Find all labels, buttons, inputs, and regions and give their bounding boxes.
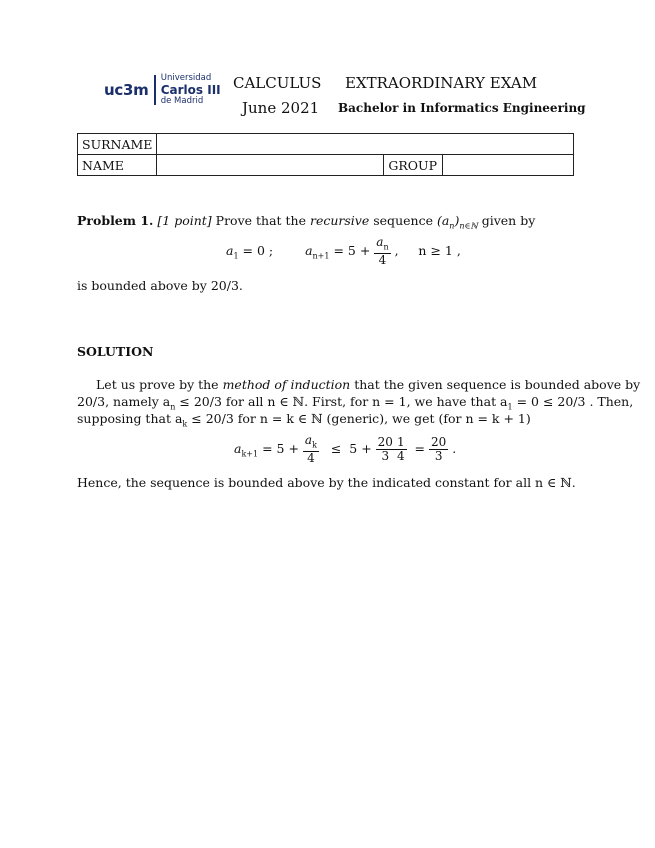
logo-line-2: Carlos III [160,82,221,97]
fraction-result [429,436,448,463]
group-field[interactable] [443,155,574,176]
surname-label: SURNAME [78,134,157,155]
problem-points: [1 point] [157,213,212,228]
eq-frac-num: a [304,433,313,447]
logo-text [161,74,221,105]
degree-name: Bachelor in Informatics Engineering [338,101,586,115]
eq-frac-num-sub: k [312,440,317,450]
eq-a1-rhs: = 0 ; [238,243,274,259]
problem-label: Problem 1. [77,213,154,228]
eq-lhs-sub: k+1 [241,449,259,459]
solution-p2-sub: n [170,402,176,412]
course-title: CALCULUS [233,74,322,92]
eq-mid: = 5 + [258,441,299,457]
eq-end: . [448,441,457,457]
university-logo [104,74,221,105]
eq-f3-num: 20 [431,435,447,450]
induction-equation [234,434,456,470]
solution-p3-sub: k [182,419,188,429]
solution-p1-a: Let us prove by the [96,377,219,392]
fraction-ak-over-4 [303,434,319,465]
eq-condition: , n ≥ 1 , [394,243,461,259]
solution-line-3 [77,410,531,433]
eq-an1: a [305,243,313,259]
frac-num: a [376,235,384,249]
name-field[interactable] [157,155,384,176]
group-label: GROUP [384,155,443,176]
surname-field[interactable] [157,134,574,155]
statement-part-c: given by [481,213,536,228]
exam-date: June 2021 [242,99,320,117]
logo-divider [154,75,155,105]
exam-title: EXTRAORDINARY EXAM [345,74,538,92]
eq-f2-num: 1 [396,435,405,450]
solution-p2-c: = 0 ≤ 20/3 . Then, [512,394,634,409]
fraction-an-over-4 [374,236,390,267]
eq-le: ≤ 5 + [322,441,372,457]
recurrence-equation [226,236,461,272]
fraction-1-over-4 [395,436,407,463]
solution-heading: SOLUTION [77,344,154,359]
eq-frac-den: 4 [307,451,315,466]
solution-p1-b: that the given sequence is bounded above by [354,377,641,392]
eq-an1-sub: n+1 [312,251,330,261]
table-row [78,134,574,155]
solution-p1-emphasis: method of induction [222,377,351,392]
logo-line-3: de Madrid [160,95,204,106]
statement-part-b: sequence [373,213,433,228]
eq-a1: a [226,243,234,259]
frac-num-sub: n [383,242,389,252]
fraction-20-over-3 [376,436,395,463]
eq-f2-den: 4 [396,449,405,464]
eq-an1-mid: = 5 + [329,243,371,259]
eq-f1-den: 3 [381,449,390,464]
solution-p3: supposing that a [77,411,183,426]
table-row [78,155,574,176]
logo-brand: uc3m [104,80,149,99]
eq-equals: = [410,441,426,457]
name-label: NAME [78,155,157,176]
sequence-symbol: $(a_n)_{n\in ℕ}$ [436,213,478,231]
eq-f3-den: 3 [434,449,443,464]
solution-p2-b: ≤ 20/3 for all n ∈ ℕ. First, for n = 1, we have that a [175,394,508,409]
logo-line-1: Universidad [160,73,212,83]
frac-den: 4 [378,253,387,268]
eq-a1-sub: 1 [233,251,239,261]
eq-lhs: a [234,441,242,457]
eq-f1-num: 20 [377,435,393,450]
solution-p3-b: ≤ 20/3 for n = k ∈ ℕ (generic), we get (for n = k + 1) [187,411,531,426]
bounded-statement: is bounded above by 20/3. [77,278,243,293]
conclusion: Hence, the sequence is bounded above by the indicated constant for all n ∈ ℕ. [77,475,576,490]
statement-emphasis: recursive [309,213,370,228]
student-id-table [77,133,574,176]
solution-line-1 [96,376,640,393]
solution-p2-sub2: 1 [507,402,513,412]
solution-p2: 20/3, namely a [77,394,171,409]
problem-statement [77,212,535,235]
statement-part-a: Prove that the [215,213,306,228]
